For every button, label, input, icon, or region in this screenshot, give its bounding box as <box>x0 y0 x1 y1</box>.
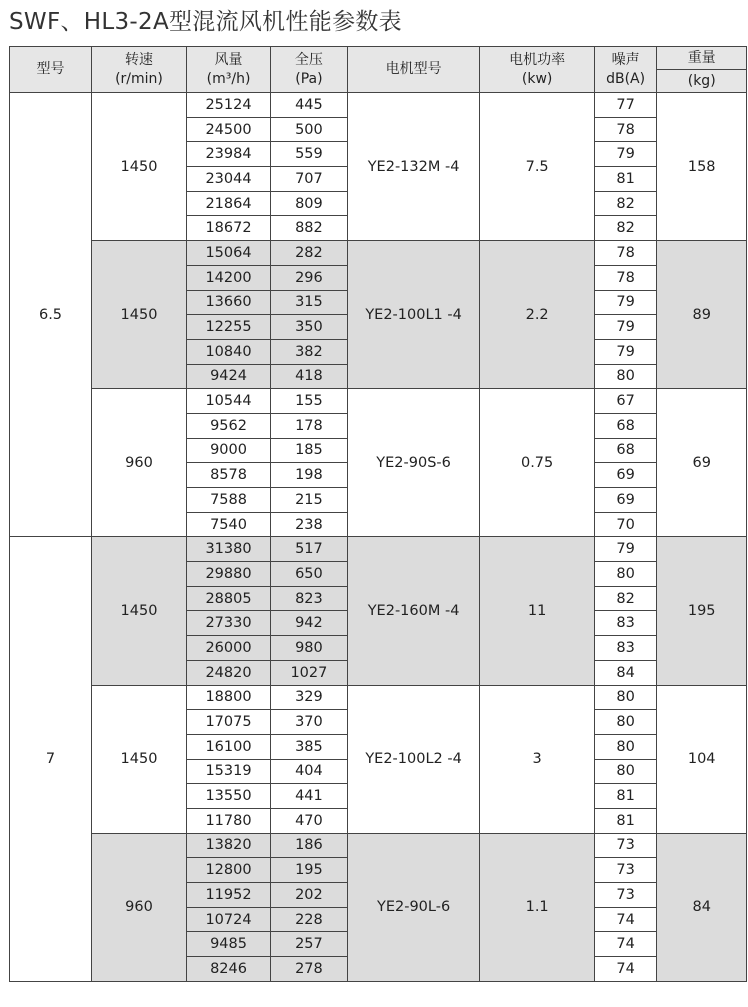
weight-cell: 89 <box>657 241 747 389</box>
airflow-cell: 10544 <box>186 389 270 414</box>
noise-cell: 80 <box>594 685 657 710</box>
pressure-cell: 882 <box>271 216 348 241</box>
header-noise: 噪声 dB(A) <box>594 47 657 93</box>
airflow-cell: 12255 <box>186 315 270 340</box>
noise-cell: 81 <box>594 167 657 192</box>
speed-cell: 1450 <box>92 537 187 685</box>
motor-cell: YE2-90S-6 <box>347 389 480 537</box>
motor-cell: YE2-132M -4 <box>347 93 480 241</box>
noise-cell: 74 <box>594 907 657 932</box>
noise-cell: 82 <box>594 191 657 216</box>
noise-cell: 78 <box>594 241 657 266</box>
pressure-cell: 195 <box>271 858 348 883</box>
noise-cell: 83 <box>594 636 657 661</box>
table-body <box>10 93 747 982</box>
pressure-cell: 445 <box>271 93 348 118</box>
airflow-cell: 18800 <box>186 685 270 710</box>
noise-cell: 79 <box>594 339 657 364</box>
airflow-cell: 23984 <box>186 142 270 167</box>
pressure-cell: 315 <box>271 290 348 315</box>
noise-cell: 74 <box>594 932 657 957</box>
table-row <box>10 537 747 562</box>
speed-cell: 1450 <box>92 685 187 833</box>
noise-cell: 83 <box>594 611 657 636</box>
airflow-cell: 18672 <box>186 216 270 241</box>
pressure-cell: 186 <box>271 833 348 858</box>
airflow-cell: 25124 <box>186 93 270 118</box>
pressure-cell: 296 <box>271 265 348 290</box>
pressure-cell: 278 <box>271 957 348 982</box>
table-row <box>10 241 747 266</box>
noise-cell: 80 <box>594 364 657 389</box>
speed-cell: 960 <box>92 833 187 981</box>
header-motor: 电机型号 <box>347 47 480 93</box>
airflow-cell: 11780 <box>186 808 270 833</box>
airflow-cell: 31380 <box>186 537 270 562</box>
power-cell: 3 <box>480 685 594 833</box>
header-speed: 转速 (r/min) <box>92 47 187 93</box>
airflow-cell: 26000 <box>186 636 270 661</box>
airflow-cell: 7540 <box>186 512 270 537</box>
pressure-cell: 404 <box>271 759 348 784</box>
pressure-cell: 500 <box>271 117 348 142</box>
noise-cell: 68 <box>594 438 657 463</box>
pressure-cell: 350 <box>271 315 348 340</box>
noise-cell: 79 <box>594 537 657 562</box>
table-row <box>10 389 747 414</box>
weight-cell: 69 <box>657 389 747 537</box>
header-weight: 重量 <box>657 47 747 70</box>
pressure-cell: 517 <box>271 537 348 562</box>
motor-cell: YE2-100L1 -4 <box>347 241 480 389</box>
airflow-cell: 9485 <box>186 932 270 957</box>
airflow-cell: 15064 <box>186 241 270 266</box>
pressure-cell: 198 <box>271 463 348 488</box>
pressure-cell: 382 <box>271 339 348 364</box>
pressure-cell: 559 <box>271 142 348 167</box>
weight-cell: 104 <box>657 685 747 833</box>
pressure-cell: 185 <box>271 438 348 463</box>
noise-cell: 73 <box>594 883 657 908</box>
header-power: 电机功率 (kw) <box>480 47 594 93</box>
motor-cell: YE2-160M -4 <box>347 537 480 685</box>
page-title: SWF、HL3-2A型混流风机性能参数表 <box>9 9 402 35</box>
header-weight-unit: (kg) <box>657 70 747 93</box>
table-row <box>10 685 747 710</box>
speed-cell: 1450 <box>92 93 187 241</box>
pressure-cell: 385 <box>271 734 348 759</box>
airflow-cell: 12800 <box>186 858 270 883</box>
motor-cell: YE2-100L2 -4 <box>347 685 480 833</box>
airflow-cell: 8246 <box>186 957 270 982</box>
pressure-cell: 809 <box>271 191 348 216</box>
power-cell: 7.5 <box>480 93 594 241</box>
pressure-cell: 441 <box>271 784 348 809</box>
airflow-cell: 11952 <box>186 883 270 908</box>
pressure-cell: 329 <box>271 685 348 710</box>
pressure-cell: 1027 <box>271 660 348 685</box>
table-row <box>10 833 747 858</box>
header-model: 型号 <box>10 47 92 93</box>
motor-cell: YE2-90L-6 <box>347 833 480 981</box>
power-cell: 2.2 <box>480 241 594 389</box>
table-row <box>10 93 747 118</box>
pressure-cell: 215 <box>271 488 348 513</box>
pressure-cell: 418 <box>271 364 348 389</box>
weight-cell: 84 <box>657 833 747 981</box>
airflow-cell: 10840 <box>186 339 270 364</box>
airflow-cell: 21864 <box>186 191 270 216</box>
airflow-cell: 7588 <box>186 488 270 513</box>
power-cell: 11 <box>480 537 594 685</box>
noise-cell: 79 <box>594 315 657 340</box>
noise-cell: 82 <box>594 586 657 611</box>
airflow-cell: 9562 <box>186 413 270 438</box>
header-pressure: 全压 (Pa) <box>271 47 348 93</box>
speed-cell: 960 <box>92 389 187 537</box>
airflow-cell: 15319 <box>186 759 270 784</box>
speed-cell: 1450 <box>92 241 187 389</box>
pressure-cell: 823 <box>271 586 348 611</box>
airflow-cell: 9000 <box>186 438 270 463</box>
power-cell: 1.1 <box>480 833 594 981</box>
noise-cell: 67 <box>594 389 657 414</box>
airflow-cell: 13820 <box>186 833 270 858</box>
pressure-cell: 707 <box>271 167 348 192</box>
pressure-cell: 238 <box>271 512 348 537</box>
airflow-cell: 24820 <box>186 660 270 685</box>
noise-cell: 70 <box>594 512 657 537</box>
noise-cell: 69 <box>594 488 657 513</box>
pressure-cell: 942 <box>271 611 348 636</box>
noise-cell: 80 <box>594 710 657 735</box>
pressure-cell: 178 <box>271 413 348 438</box>
pressure-cell: 228 <box>271 907 348 932</box>
noise-cell: 78 <box>594 265 657 290</box>
airflow-cell: 24500 <box>186 117 270 142</box>
noise-cell: 81 <box>594 808 657 833</box>
pressure-cell: 650 <box>271 562 348 587</box>
table-header <box>10 47 747 93</box>
airflow-cell: 8578 <box>186 463 270 488</box>
airflow-cell: 14200 <box>186 265 270 290</box>
noise-cell: 81 <box>594 784 657 809</box>
noise-cell: 80 <box>594 734 657 759</box>
weight-cell: 158 <box>657 93 747 241</box>
airflow-cell: 29880 <box>186 562 270 587</box>
pressure-cell: 370 <box>271 710 348 735</box>
performance-table <box>9 46 747 982</box>
pressure-cell: 470 <box>271 808 348 833</box>
noise-cell: 80 <box>594 562 657 587</box>
airflow-cell: 16100 <box>186 734 270 759</box>
power-cell: 0.75 <box>480 389 594 537</box>
noise-cell: 78 <box>594 117 657 142</box>
pressure-cell: 202 <box>271 883 348 908</box>
noise-cell: 84 <box>594 660 657 685</box>
noise-cell: 80 <box>594 759 657 784</box>
noise-cell: 73 <box>594 833 657 858</box>
noise-cell: 79 <box>594 142 657 167</box>
noise-cell: 77 <box>594 93 657 118</box>
noise-cell: 73 <box>594 858 657 883</box>
noise-cell: 82 <box>594 216 657 241</box>
pressure-cell: 155 <box>271 389 348 414</box>
airflow-cell: 27330 <box>186 611 270 636</box>
header-airflow: 风量 (m³/h) <box>186 47 270 93</box>
noise-cell: 79 <box>594 290 657 315</box>
noise-cell: 68 <box>594 413 657 438</box>
pressure-cell: 282 <box>271 241 348 266</box>
airflow-cell: 17075 <box>186 710 270 735</box>
model-cell: 6.5 <box>10 93 92 537</box>
airflow-cell: 23044 <box>186 167 270 192</box>
airflow-cell: 28805 <box>186 586 270 611</box>
airflow-cell: 13550 <box>186 784 270 809</box>
airflow-cell: 10724 <box>186 907 270 932</box>
weight-cell: 195 <box>657 537 747 685</box>
model-cell: 7 <box>10 537 92 981</box>
pressure-cell: 257 <box>271 932 348 957</box>
airflow-cell: 13660 <box>186 290 270 315</box>
noise-cell: 74 <box>594 957 657 982</box>
airflow-cell: 9424 <box>186 364 270 389</box>
noise-cell: 69 <box>594 463 657 488</box>
pressure-cell: 980 <box>271 636 348 661</box>
